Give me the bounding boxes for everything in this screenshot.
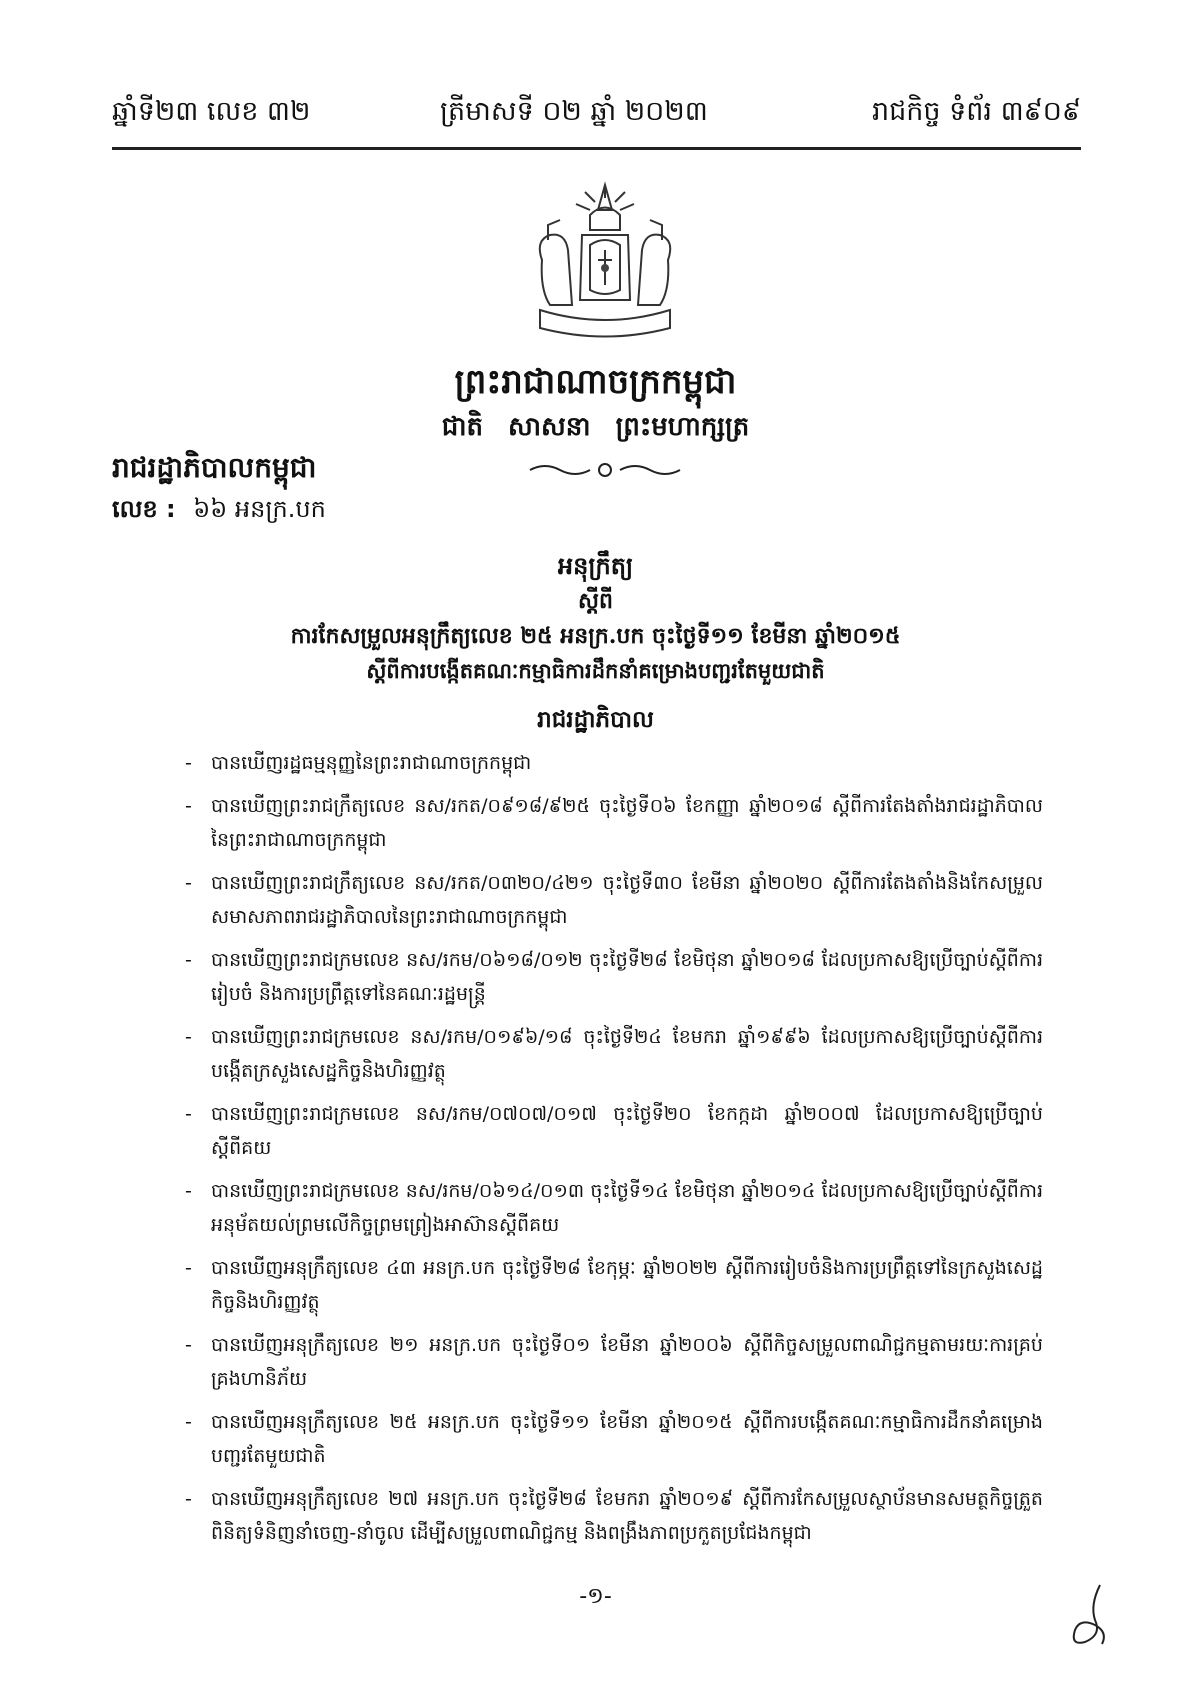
list-item: - បានឃើញព្រះរាជក្រឹត្យលេខ នស/រកត/០៩១៨/៩២៥ ចុះថ្ងៃទី០៦ ខែកញ្ញា ឆ្នាំ២០១៨ ស្តីពីការតែងតាំងរាជរដ្ឋាភិបាលនៃព្រះរាជាណាចក្រកម្ពុជា bbox=[185, 795, 1043, 851]
decree-type: អនុក្រឹត្យ bbox=[557, 551, 634, 580]
document-number-value: ៦៦ អនក្រ.បក bbox=[193, 495, 326, 523]
ornament-divider-icon bbox=[520, 460, 690, 480]
list-item: - បានឃើញអនុក្រឹត្យលេខ ៤៣ អនក្រ.បក ចុះថ្ងៃទី២៨ ខែកុម្ភៈ ឆ្នាំ២០២២ ស្តីពីការរៀបចំនិងការប្រព្រឹត្តទៅនៃក្រសួងសេដ្ឋកិច្ចនិងហិរញ្ញវត្ថុ bbox=[185, 1257, 1043, 1313]
list-item: - បានឃើញរដ្ឋធម្មនុញ្ញនៃព្រះរាជាណាចក្រកម្ពុជា bbox=[185, 752, 532, 774]
list-item: - បានឃើញព្រះរាជក្រមលេខ នស/រកម/០៧០៧/០១៧ ចុះថ្ងៃទី២០ ខែកក្កដា ឆ្នាំ២០០៧ ដែលប្រកាសឱ្យប្រើច្បាប់ស្តីពីគយ bbox=[185, 1103, 1043, 1159]
page-number: -១- bbox=[579, 1584, 612, 1609]
document-number bbox=[112, 494, 326, 529]
list-item: - បានឃើញព្រះរាជក្រមលេខ នស/រកម/០៦១៤/០១៣ ចុះថ្ងៃទី១៤ ខែមិថុនា ឆ្នាំ២០១៤ ដែលប្រកាសឱ្យប្រើច្បាប់ស្តីពីការអនុម័តយល់ព្រមលើកិច្ចព្រមព្រៀងអាស៊ានស្តីពីគយ bbox=[185, 1180, 1043, 1236]
gazette-page: រាជកិច្ច ទំព័រ ៣៩០៩ bbox=[872, 96, 1081, 127]
decree-subject-line1: ការកែសម្រួលអនុក្រឹត្យលេខ ២៥ អនក្រ.បក ចុះថ្ងៃទី១១ ខែមីនា ឆ្នាំ២០១៥ bbox=[290, 623, 901, 649]
subject-prefix: ស្តីពី bbox=[578, 588, 613, 614]
signature-initial-icon bbox=[1060, 1580, 1120, 1650]
national-motto: ជាតិ សាសនា ព្រះមហាក្សត្រ bbox=[441, 412, 750, 442]
header-divider bbox=[112, 147, 1081, 150]
list-item: - បានឃើញព្រះរាជក្រឹត្យលេខ នស/រកត/០៣២០/៤២១ ចុះថ្ងៃទី៣០ ខែមីនា ឆ្នាំ២០២០ ស្តីពីការតែងតាំងនិងកែសម្រួលសមាសភាពរាជរដ្ឋាភិបាលនៃព្រះរាជាណាចក្រកម្ពុជា bbox=[185, 872, 1043, 928]
kingdom-name: ព្រះរាជាណាចក្រកម្ពុជា bbox=[454, 362, 737, 402]
document-number-label: លេខ : bbox=[112, 495, 176, 523]
list-item: - បានឃើញអនុក្រឹត្យលេខ ២១ អនក្រ.បក ចុះថ្ងៃទី០១ ខែមីនា ឆ្នាំ២០០៦ ស្តីពីកិច្ចសម្រួលពាណិជ្ជកម្មតាមរយៈការគ្រប់គ្រងហានិភ័យ bbox=[185, 1334, 1043, 1390]
issuing-government: រាជរដ្ឋាភិបាលកម្ពុជា bbox=[112, 451, 317, 484]
recitals-list bbox=[185, 746, 1043, 1559]
decree-title-block bbox=[0, 548, 1191, 738]
decree-subject-line2: ស្តីពីការបង្កើតគណៈកម្មាធិការដឹកនាំគម្រោងបញ្ជរតែមួយជាតិ bbox=[366, 658, 825, 683]
gazette-issue: ឆ្នាំទី២៣ លេខ ៣២ bbox=[112, 96, 311, 127]
royal-emblem-icon bbox=[520, 180, 690, 350]
list-item: - បានឃើញអនុក្រឹត្យលេខ ២៥ អនក្រ.បក ចុះថ្ងៃទី១១ ខែមីនា ឆ្នាំ២០១៥ ស្តីពីការបង្កើតគណៈកម្មាធិការដឹកនាំគម្រោងបញ្ជរតែមួយជាតិ bbox=[185, 1411, 1043, 1467]
list-item: - បានឃើញព្រះរាជក្រមលេខ នស/រកម/០៦១៨/០១២ ចុះថ្ងៃទី២៨ ខែមិថុនា ឆ្នាំ២០១៨ ដែលប្រកាសឱ្យប្រើច្បាប់ស្តីពីការរៀបចំ និងការប្រព្រឹត្តទៅនៃគណៈរដ្ឋមន្ត្រី bbox=[185, 949, 1043, 1005]
issuing-authority: រាជរដ្ឋាភិបាល bbox=[537, 706, 654, 733]
list-item: - បានឃើញព្រះរាជក្រមលេខ នស/រកម/០១៩៦/១៨ ចុះថ្ងៃទី២៤ ខែមករា ឆ្នាំ១៩៩៦ ដែលប្រកាសឱ្យប្រើច្បាប់ស្តីពីការបង្កើតក្រសួងសេដ្ឋកិច្ចនិងហិរញ្ញវត្ថុ bbox=[185, 1026, 1043, 1082]
list-item: - បានឃើញអនុក្រឹត្យលេខ ២៧ អនក្រ.បក ចុះថ្ងៃទី២៨ ខែមករា ឆ្នាំ២០១៩ ស្តីពីការកែសម្រួលស្ថាប័នមានសមត្ថកិច្ចត្រួតពិនិត្យទំនិញនាំចេញ-នាំចូល ដើម្បីសម្រួលពាណិជ្ជកម្ម និងពង្រឹងភាពប្រកួតប្រជែងកម្ពុជា bbox=[185, 1488, 1043, 1544]
gazette-quarter: ត្រីមាសទី ០២ ឆ្នាំ ២០២៣ bbox=[440, 96, 708, 127]
